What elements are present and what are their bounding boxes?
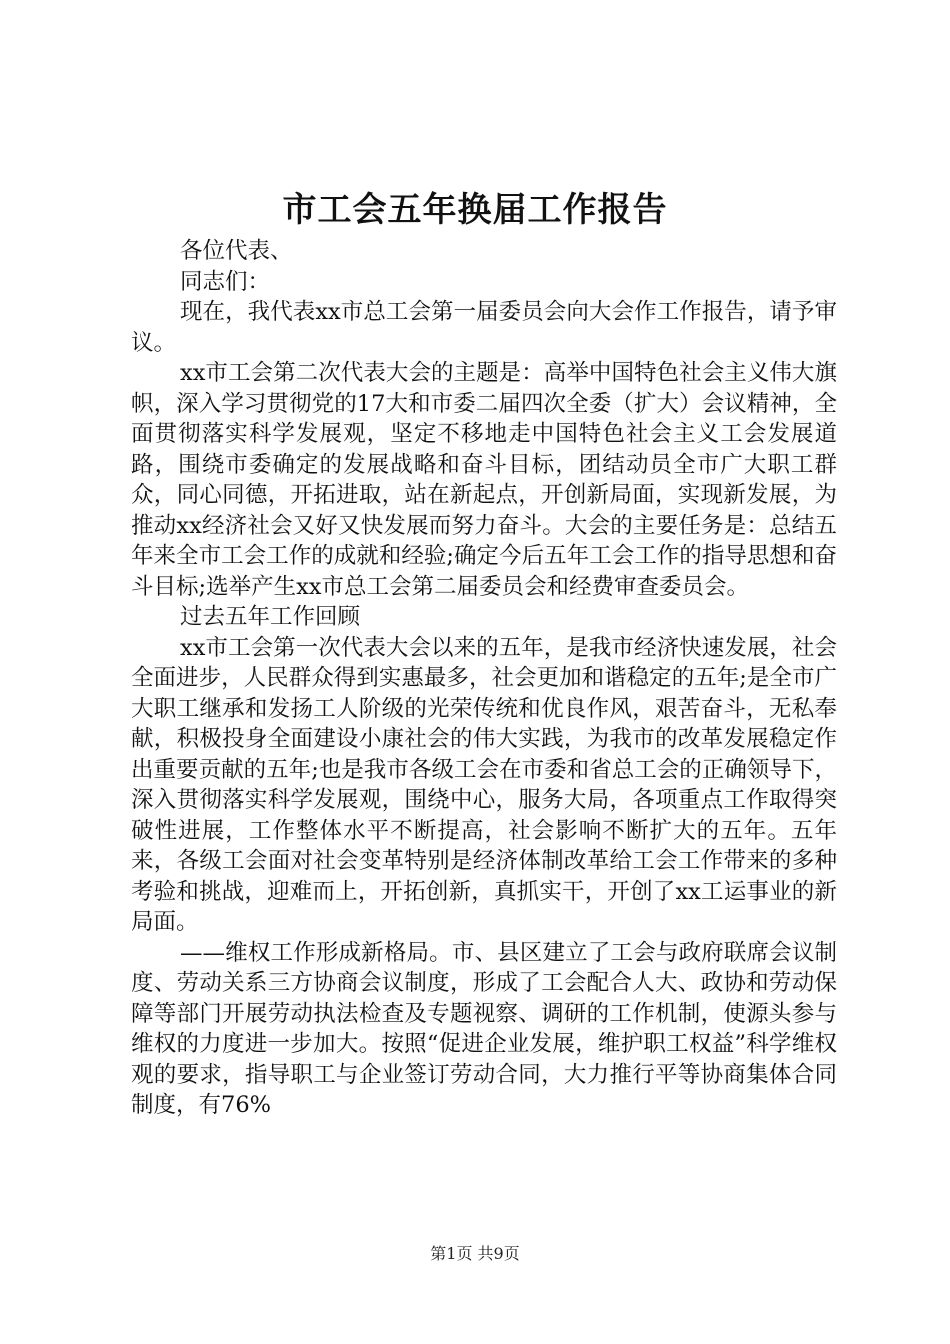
body-paragraph: 现在，我代表xx市总工会第一届委员会向大会作工作报告，请予审议。 [131, 299, 837, 356]
document-body [131, 236, 837, 1121]
page-footer: 第1页 共9页 [430, 1244, 520, 1263]
body-paragraph: xx市工会第一次代表大会以来的五年，是我市经济快速发展，社会全面进步，人民群众得到实惠最多，社会更加和谐稳定的五年;是全市广大职工继承和发扬工人阶级的光荣传统和优良作风，艰苦奋斗，无私奉献，积极投身全面建设小康社会的伟大实践，为我市的改革发展稳定作出重要贡献的五年;也是我市各级工会在市委和省总工会的正确领导下，深入贯彻落实科学发展观，围绕中心，服务大局，各项重点工作取得突破性进展，工作整体水平不断提高，社会影响不断扩大的五年。五年来，各级工会面对社会变革特别是经济体制改革给工会工作带来的多种考验和挑战，迎难而上，开拓创新，真抓实干，开创了xx工运事业的新局面。 [131, 634, 837, 935]
body-paragraph: ——维权工作形成新格局。市、县区建立了工会与政府联席会议制度、劳动关系三方协商会议制度，形成了工会配合人大、政协和劳动保障等部门开展劳动执法检查及专题视察、调研的工作机制，使源头参与维权的力度进一步加大。按照“促进企业发展，维护职工权益”科学维权观的要求，指导职工与企业签订劳动合同，大力推行平等协商集体合同制度，有76% [131, 939, 837, 1118]
section-heading: 过去五年工作回顾 [180, 604, 361, 630]
document-title: 市工会五年换届工作报告 [282, 190, 668, 230]
body-paragraph: xx市工会第二次代表大会的主题是：高举中国特色社会主义伟大旗帜，深入学习贯彻党的17大和市委二届四次全委（扩大）会议精神，全面贯彻落实科学发展观，坚定不移地走中国特色社会主义工会发展道路，围绕市委确定的发展战略和奋斗目标，团结动员全市广大职工群众，同心同德，开拓进取，站在新起点，开创新局面，实现新发展，为推动xx经济社会又好又快发展而努力奋斗。大会的主要任务是：总结五年来全市工会工作的成就和经验;确定今后五年工会工作的指导思想和奋斗目标;选举产生xx市总工会第二届委员会和经费审查委员会。 [131, 360, 837, 600]
salutation-line: 同志们： [180, 268, 271, 295]
salutation-line: 各位代表、 [180, 238, 293, 264]
